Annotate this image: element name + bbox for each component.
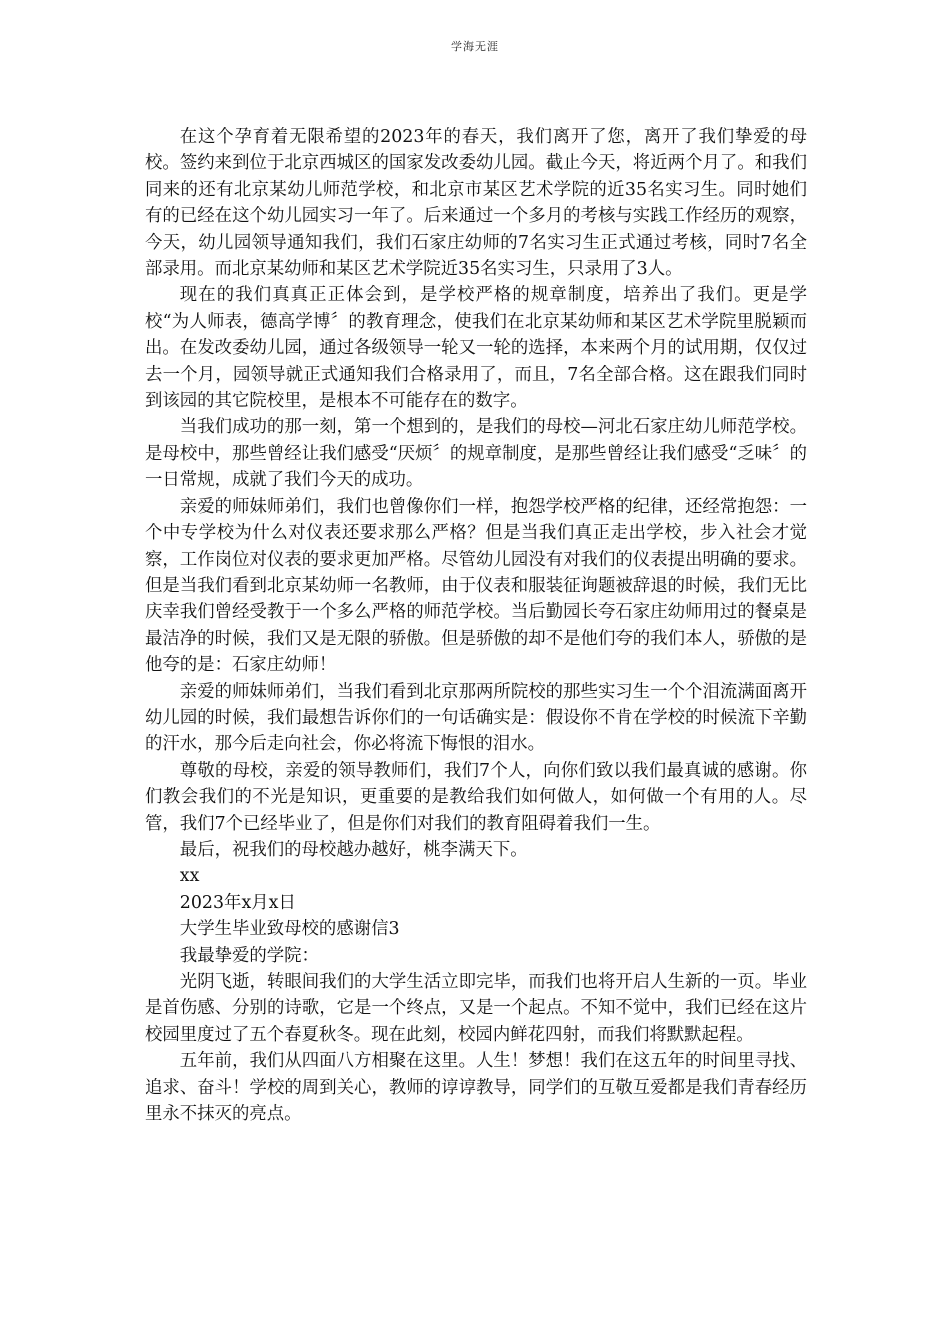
closing-wish: 最后，祝我们的母校越办越好，桃李满天下。 [179, 839, 528, 860]
paragraph: 光阴飞逝，转眼间我们的大学生活立即完毕，而我们也将开启人生新的一页。毕业是首伤感、分别的诗歌，它是一个终点，又是一个起点。不知不觉中，我们已经在这片校园里度过了五个春夏秋冬。现在此刻，校园内鲜花四射，而我们将默默起程。 [145, 972, 807, 1045]
signature: xx [179, 866, 200, 887]
paragraph: 现在的我们真真正正体会到，是学校严格的规章制度，培养出了我们。更是学校“为人师表，德高学博〞的教育理念，使我们在北京某幼师和某区艺术学院里脱颖而出。在发改委幼儿园，通过各级领导一轮又一轮的选择，本来两个月的试用期，仅仅过去一个月，园领导就正式通知我们合格录用了，而且，7名全部合格。这在跟我们同时到该园的其它院校里，是根本不可能存在的数字。 [145, 285, 807, 412]
paragraph: 五年前，我们从四面八方相聚在这里。人生！梦想！我们在这五年的时间里寻找、追求、奋斗！学校的周到关心，教师的谆谆教导，同学们的互敬互爱都是我们青春经历里永不抹灭的亮点。 [145, 1051, 807, 1125]
date: 2023年x月x日 [179, 892, 296, 913]
salutation: 我最挚爱的学院： [179, 945, 319, 966]
paragraph: 尊敬的母校，亲爱的领导教师们，我们7个人，向你们致以我们最真诚的感谢。你们教会我们的不光是知识，更重要的是教给我们如何做人，如何做一个有用的人。尽管，我们7个已经毕业了，但是你们对我们的教育阻碍着我们一生。 [145, 760, 807, 834]
page-header: 学海无涯 [451, 40, 499, 53]
paragraph: 亲爱的师妹师弟们，我们也曾像你们一样，抱怨学校严格的纪律，还经常抱怨：一个中专学校为什么对仪表还要求那么严格？但是当我们真正走出学校，步入社会才觉察，工作岗位对仪表的要求更加严格。尽管幼儿园没有对我们的仪表提出明确的要求。但是当我们看到北京某幼师一名教师，由于仪表和服装征询题被辞退的时候，我们无比庆幸我们曾经受教于一个多么严格的师范学校。当后勤园长夸石家庄幼师用过的餐桌是最洁净的时候，我们又是无限的骄傲。但是骄傲的却不是他们夸的我们本人，骄傲的是他夸的是：石家庄幼师！ [145, 496, 807, 676]
section-title: 大学生毕业致母校的感谢信3 [179, 919, 400, 940]
paragraph: 当我们成功的那一刻，第一个想到的，是我们的母校—河北石家庄幼儿师范学校。是母校中，那些曾经让我们感受“厌烦〞的规章制度，是那些曾经让我们感受“乏味〞的一日常规，成就了我们今天的成功。 [145, 417, 807, 491]
document-body [145, 124, 807, 1127]
paragraph: 亲爱的师妹师弟们，当我们看到北京那两所院校的那些实习生一个个泪流满面离开幼儿园的时候，我们最想告诉你们的一句话确实是：假设你不肯在学校的时候流下辛勤的汗水，那今后走向社会，你必将流下悔恨的泪水。 [145, 681, 807, 755]
paragraph: 在这个孕育着无限希望的2023年的春天，我们离开了您，离开了我们挚爱的母校。签约来到位于北京西城区的国家发改委幼儿园。截止今天，将近两个月了。和我们同来的还有北京某幼儿师范学校，和北京市某区艺术学院的近35名实习生。同时她们有的已经在这个幼儿园实习一年了。后来通过一个多月的考核与实践工作经历的观察，今天，幼儿园领导通知我们，我们石家庄幼师的7名实习生正式通过考核，同时7名全部录用。而北京某幼师和某区艺术学院近35名实习生，只录用了3人。 [145, 127, 807, 280]
